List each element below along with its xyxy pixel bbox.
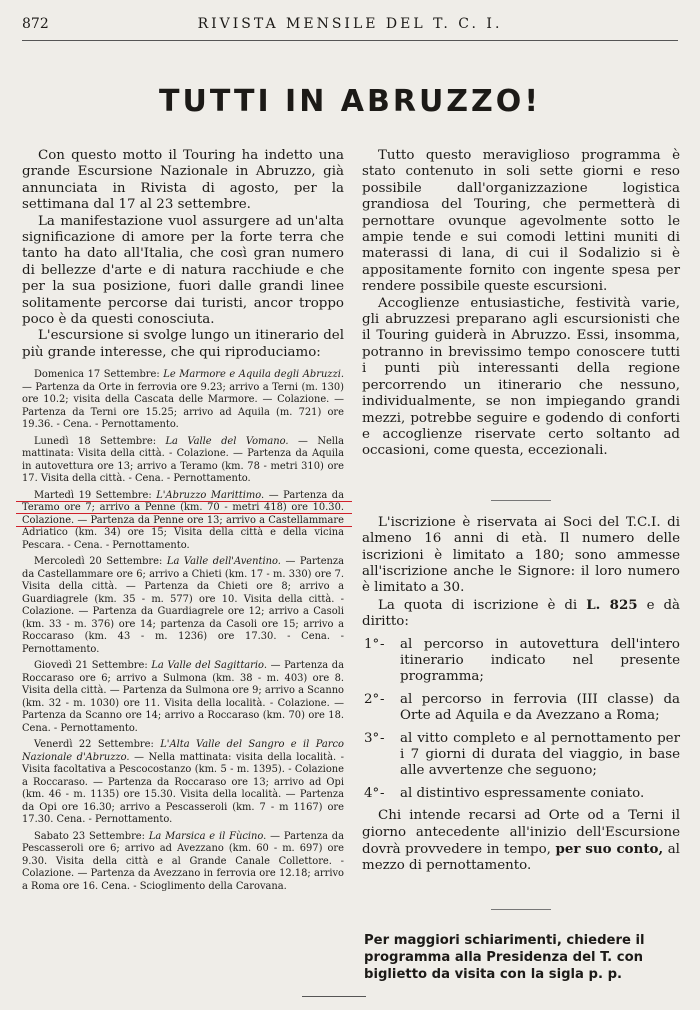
item-text: al percorso in autovettura dell'intero itinerario indicato nel presente programma; — [400, 636, 680, 685]
intro-paragraph: L'escursione si svolge lungo un itinerario del più grande interesse, che qui riproduciamo: — [22, 328, 344, 360]
red-underline — [16, 513, 352, 514]
quota-item: 4° - al distintivo espressamente coniato. — [364, 785, 645, 801]
day-date: Sabato 23 Settembre: — [34, 830, 145, 842]
itinerary-day — [22, 436, 344, 486]
red-underline — [16, 526, 352, 527]
quota-item: 1° - al percorso in autovettura dell'intero itinerario indicato nel presente programma; — [364, 636, 680, 685]
header-rule — [22, 40, 678, 41]
item-number: 4° — [364, 785, 380, 801]
closing-notice: Per maggiori schiarimenti, chiedere il programma alla Presidenza del T. con biglietto da visita con la sigla p. p. — [364, 932, 645, 982]
itinerary-day — [22, 660, 344, 735]
day-title: La Valle dell'Aventino. — [166, 556, 281, 568]
itinerary-day — [22, 556, 344, 656]
item-number: 3° — [364, 730, 380, 746]
day-title: L'Abruzzo Marittimo. — [156, 489, 265, 501]
itinerary-day-highlighted — [22, 490, 344, 553]
running-head — [22, 16, 678, 36]
article-headline: TUTTI IN ABRUZZO! — [159, 84, 541, 119]
intro-paragraph: La manifestazione vuol assurgere ad un'alta significazione di amore per la forte terra che tanto ha dato all'Italia, che così gran numero di bellezze d'arte e di natura racchiude e che per la sua posizione, fuori dalle grandi linee solitamente percorse dai turisti, ancor troppo poco è da questi conosciuta. — [22, 213, 344, 328]
item-number: 2° — [364, 691, 380, 707]
quota-amount: L. 825 — [586, 596, 638, 613]
day-text: — Partenza da Orte in ferrovia ore 9.23; arrivo a Terni (m. 130) ore 10.2; visita della Cascata delle Marmore. — Colazione. — Partenza da Terni ore 15.25; arrivo ad Aquila (m. 721) ore 19.36. - Cena. - Pernottamento. — [22, 381, 344, 431]
program-paragraph: Tutto questo meraviglioso programma è stato contenuto in soli sette giorni e reso possibile dall'organizzazione logistica grandiosa del Touring, che permetterà di pernottare ovunque agevolmente sotto le ampie tende e sui comodi lettini muniti di materassi di lana, di cui il Sodalizio si è appositamente fornito con ingente spesa per rendere possibile queste escursioni. — [362, 148, 680, 295]
day-title: La Valle del Sagittario. — [151, 660, 267, 672]
page-end-rule — [302, 996, 366, 997]
quota-paragraph: La quota di iscrizione è di L. 825 e dà diritto: — [362, 596, 681, 630]
day-text: — Partenza da Pescasseroli ore 6; arrivo ad Avezzano (km. 60 - m. 697) ore 9.30. Visita della città e al Grande Canale Collettore. - Colazione. — Partenza da Avezzano in ferrovia ore 12.18; arrivo a Roma ore 16. Cena. - Scioglimento della Carovana. — [22, 830, 345, 892]
day-title: La Marsica e il Fùcino. — [148, 830, 267, 842]
intro-paragraph: Con questo motto il Touring ha indetto una grande Escursione Nazionale in Abruzzo, già annunciata in Rivista di agosto, per la settimana dal 17 al 23 settembre. — [22, 148, 344, 213]
day-text: — Partenza da Roccaraso ore 6; arrivo a Sulmona (km. 38 - m. 403) ore 8. Visita della città. — Partenza da Sulmona ore 9; arrivo a Scanno (km. 32 - m. 1030) ore 11. Visita della località. - Colazione. — Partenza da Scanno ore 14; arrivo a Roccaraso (km. 70) ore 18. Cena. - Pernottamento. — [22, 660, 344, 734]
day-date: Lunedì 18 Settembre: — [34, 435, 157, 447]
day-date: Domenica 17 Settembre: — [34, 369, 160, 381]
quota-item: 3° - al vitto completo e al pernottamento per i 7 giorni di durata del viaggio, in base alle avvertenze che seguono; — [364, 730, 680, 779]
itinerary-day — [22, 739, 344, 827]
day-date: Martedì 19 Settembre: — [34, 489, 152, 501]
day-title: L'Alta Valle del Sangro e il Parco Nazionale d'Abruzzo. — [22, 739, 345, 763]
day-text: — Nella mattinata: Visita della città. - Colazione. — Partenza da Aquila in autovettura ore 13; arrivo a Teramo (km. 78 - metri 310) ore 17. Visita della città. - Cena. - Pernottamento. — [22, 435, 345, 485]
day-text: — Nella mattinata: visita della località. - Visita facoltativa a Pescocostanzo (km. 5 - m. 1395). - Colazione a Roccaraso. — Partenza da Roccaraso ore 13; arrivo ad Opi (km. 46 - m. 1135) ore 15.30. Visita della località. — Partenza da Opi ore 16.30; arrivo a Pescasseroli (km. 7 - m 1167) ore 17.30. Cena. - Pernottamento. — [22, 751, 345, 826]
item-text: al distintivo espressamente coniato. — [400, 785, 645, 801]
right-column — [362, 148, 680, 983]
journal-title: RIVISTA MENSILE DEL T. C. I. — [197, 16, 503, 32]
item-text: al percorso in ferrovia (III classe) da Orte ad Aquila e da Avezzano a Roma; — [400, 691, 680, 724]
quota-item: 2° - al percorso in ferrovia (III classe) da Orte ad Aquila e da Avezzano a Roma; — [364, 691, 680, 724]
day-title: La Valle del Vomano. — [165, 435, 289, 447]
itinerary-list — [22, 369, 344, 893]
travel-note-paragraph: Chi intende recarsi ad Orte od a Terni il giorno antecedente all'inizio dell'Escursione dovrà provvedere in tempo, per suo conto, al mezzo di pernottamento. — [362, 808, 680, 874]
item-number: 1° — [364, 636, 380, 652]
page-number: 872 — [22, 16, 49, 32]
left-column — [22, 148, 344, 893]
day-text: — Partenza da Teramo ore 7; arrivo a Penne (km. 70 - metri 418) ore 10.30. Colazione. — Partenza da Penne ore 13; arrivo a Castellammare Adriatico (km. 34) ore 15; Visita della città e della vicina Pescara. - Cena. - Pernottamento. — [22, 489, 345, 551]
itinerary-day — [22, 369, 344, 432]
item-text: al vitto completo e al pernottamento per i 7 giorni di durata del viaggio, in base alle avvertenze che seguono; — [400, 730, 680, 779]
section-divider — [491, 500, 551, 501]
welcome-paragraph: Accoglienze entusiastiche, festività varie, gli abruzzesi preparano agli escursionisti che il Touring guiderà in Abruzzo. Essi, insomma, potranno in brevissimo tempo conoscere tutti i punti più interessanti della regione percorrendo un itinerario che nessuno, individualmente, se non impiegando grandi mezzi, potrebbe seguire e godendo di conforti e accoglienze riservate certo soltanto ad occasioni, come questa, eccezionali. — [362, 295, 680, 459]
day-date: Giovedì 21 Settembre: — [34, 660, 148, 672]
section-divider — [491, 909, 551, 910]
registration-paragraph: L'iscrizione è riservata ai Soci del T.C.I. di almeno 16 anni di età. Il numero delle iscrizioni è limitato a 180; sono ammesse all'iscrizione anche le Signore: il loro numero è limitato a 30. — [362, 514, 680, 596]
red-underline — [16, 501, 352, 502]
day-text: — Partenza da Castellammare ore 6; arrivo a Chieti (km. 17 - m. 330) ore 7. Visita della città. — Partenza da Chieti ore 8; arrivo a Guardiagrele (km. 35 - m. 577) ore 10. Visita della città. - Colazione. — Partenza da Guardiagrele ore 12; arrivo a Casoli (km. 33 - m. 376) ore 14; partenza da Casoli ore 15; arrivo a Roccaraso (km. 43 - m. 1236) ore 17.30. - Cena. - Pernottamento. — [22, 556, 344, 655]
day-title: Le Marmore e Aquila degli Abruzzi. — [163, 369, 345, 381]
day-date: Venerdì 22 Settembre: — [34, 739, 154, 751]
itinerary-day — [22, 831, 344, 894]
day-date: Mercoledì 20 Settembre: — [34, 556, 163, 568]
